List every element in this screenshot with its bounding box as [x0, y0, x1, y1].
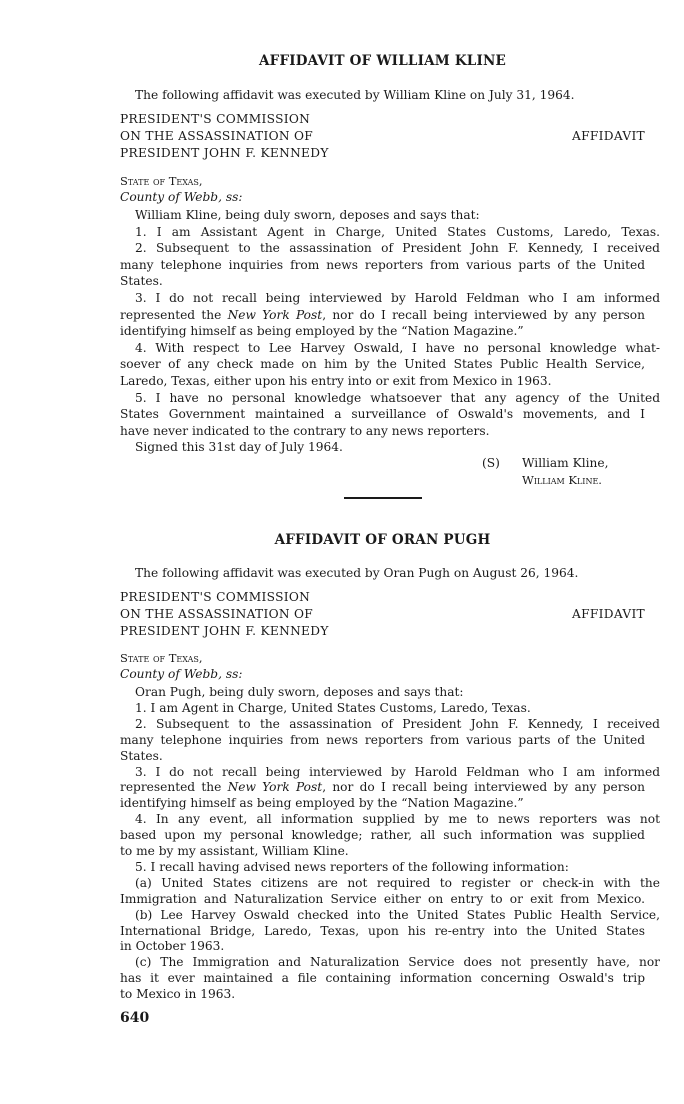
- caption-line-text: ON THE ASSASSINATION OF: [120, 129, 314, 143]
- body-line: 4. With respect to Lee Harvey Oswald, I have no personal knowledge what-: [135, 340, 660, 355]
- body-line: based upon my personal knowledge; rather, all such information was supplied: [120, 828, 645, 843]
- caption-line: PRESIDENT JOHN F. KENNEDY: [120, 146, 329, 160]
- body-line: represented the New York Post, nor do I recall being interviewed by any person: [120, 780, 645, 795]
- affidavit-kline-title: AFFIDAVIT OF WILLIAM KLINE: [258, 53, 506, 69]
- venue-state: State of Texas,: [120, 174, 203, 188]
- caption-line: PRESIDENT'S COMMISSION: [120, 590, 311, 604]
- publication-name: New York Post: [227, 780, 323, 795]
- body-line: Laredo, Texas, either upon his entry into or exit from Mexico in 1963.: [120, 374, 552, 388]
- body-line: 5. I have no personal knowledge whatsoever that any agency of the United: [135, 390, 660, 405]
- body-line: Oran Pugh, being duly sworn, deposes and says that:: [135, 685, 464, 699]
- body-line: States.: [120, 748, 163, 763]
- body-line: States Government maintained a surveillance of Oswald's movements, and I: [120, 407, 645, 422]
- body-line: many telephone inquiries from news reporters from various parts of the United: [120, 732, 645, 747]
- body-line: William Kline, being duly sworn, deposes and says that:: [135, 208, 480, 222]
- body-line: 5. I recall having advised news reporters of the following information:: [135, 859, 569, 874]
- caption-line: [120, 606, 645, 622]
- publication-name: New York Post: [227, 307, 323, 322]
- body-line: International Bridge, Laredo, Texas, upon his re-entry into the United States: [120, 923, 645, 938]
- body-line: in October 1963.: [120, 939, 225, 954]
- caption-label: AFFIDAVIT: [572, 129, 645, 143]
- body-line: has it ever maintained a file containing information concerning Oswald's trip: [120, 971, 645, 986]
- body-line: (a) United States citizens are not required to register or check-in with the: [135, 875, 660, 890]
- body-line: (c) The Immigration and Naturalization Service does not presently have, nor: [135, 955, 660, 970]
- body-line: identifying himself as being employed by the “Nation Magazine.”: [120, 796, 524, 811]
- body-line: 1. I am Assistant Agent in Charge, United States Customs, Laredo, Texas.: [135, 224, 660, 239]
- body-line: (b) Lee Harvey Oswald checked into the United States Public Health Service,: [135, 907, 660, 922]
- signature-mark: (S): [482, 456, 500, 470]
- body-line: have never indicated to the contrary to any news reporters.: [120, 423, 490, 438]
- affidavit-pugh-title: AFFIDAVIT OF ORAN PUGH: [274, 532, 491, 548]
- affidavit-kline-intro: The following affidavit was executed by William Kline on July 31, 1964.: [135, 88, 575, 102]
- caption-label: AFFIDAVIT: [572, 607, 645, 621]
- venue-state: State of Texas,: [120, 651, 203, 665]
- signature: William Kline,: [522, 456, 609, 470]
- body-line: identifying himself as being employed by the “Nation Magazine.”: [120, 324, 524, 339]
- body-line: Immigration and Naturalization Service either on entry to or exit from Mexico.: [120, 891, 645, 906]
- body-line: many telephone inquiries from news reporters from various parts of the United: [120, 257, 645, 272]
- caption-line: [120, 128, 645, 144]
- body-line: 4. In any event, all information supplied by me to news reporters was not: [135, 812, 660, 827]
- signature-name: William Kline.: [522, 473, 602, 487]
- body-line: to me by my assistant, William Kline.: [120, 844, 349, 858]
- caption-line-text: ON THE ASSASSINATION OF: [120, 607, 314, 621]
- body-line: 1. I am Agent in Charge, United States Customs, Laredo, Texas.: [135, 700, 531, 715]
- body-line: to Mexico in 1963.: [120, 987, 236, 1002]
- affidavit-pugh-intro: The following affidavit was executed by Oran Pugh on August 26, 1964.: [135, 566, 579, 580]
- venue-county: County of Webb, ss:: [120, 667, 243, 681]
- page-number: 640: [120, 1010, 150, 1026]
- caption-line: PRESIDENT'S COMMISSION: [120, 112, 311, 126]
- body-line: 2. Subsequent to the assassination of President John F. Kennedy, I received: [135, 241, 660, 256]
- caption-line: PRESIDENT JOHN F. KENNEDY: [120, 624, 329, 638]
- section-divider: [344, 497, 422, 499]
- body-line: Signed this 31st day of July 1964.: [135, 440, 343, 455]
- body-line: States.: [120, 274, 163, 289]
- body-line: 3. I do not recall being interviewed by Harold Feldman who I am informed: [135, 764, 660, 779]
- body-line: soever of any check made on him by the United States Public Health Service,: [120, 357, 645, 372]
- body-line: 2. Subsequent to the assassination of President John F. Kennedy, I received: [135, 716, 660, 731]
- venue-county: County of Webb, ss:: [120, 190, 243, 204]
- body-line: represented the New York Post, nor do I recall being interviewed by any person: [120, 307, 645, 322]
- body-line: 3. I do not recall being interviewed by Harold Feldman who I am informed: [135, 291, 660, 305]
